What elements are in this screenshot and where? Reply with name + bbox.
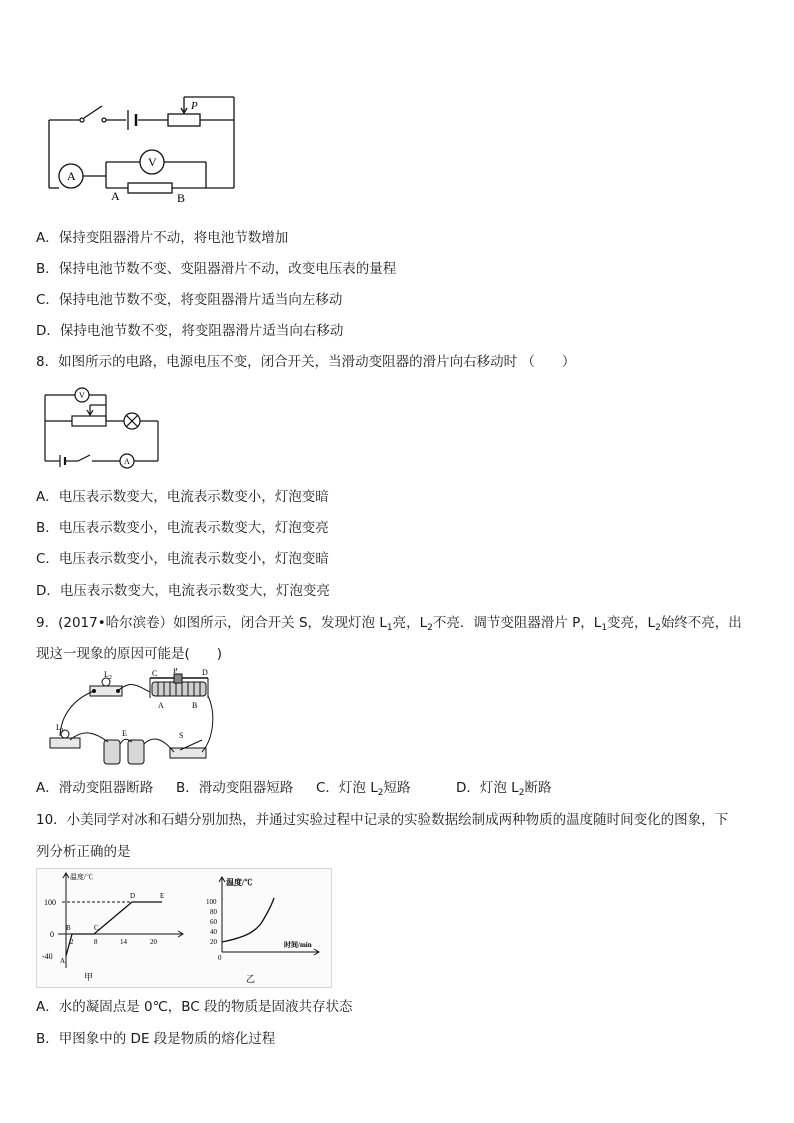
jia-x8: 8: [94, 938, 98, 946]
q9-l1-letter: L: [56, 723, 61, 732]
q7-option-b: B．保持电池节数不变、变阻器滑片不动，改变电压表的量程: [36, 261, 397, 277]
q10-option-b: B．甲图象中的 DE 段是物质的熔化过程: [36, 1031, 276, 1047]
q9-stem-part3: 不亮．调节变阻器滑片 P，L: [432, 615, 602, 631]
q7-circuit-diagram: [44, 92, 244, 208]
q9-stem-part4: 变亮，L: [607, 615, 656, 631]
yi-t40: 40: [210, 928, 217, 936]
jia-y0: 0: [50, 930, 54, 939]
q9-p-label: P: [173, 668, 178, 675]
yi-t80: 80: [210, 908, 217, 916]
q9-option-d-pre: D．灯泡 L: [456, 780, 519, 796]
q9-option-d: [456, 779, 551, 797]
q9-option-b: B．滑动变阻器短路: [176, 780, 294, 796]
q9-stem-sub2: 2: [427, 623, 433, 633]
q9-s-label: S: [179, 731, 184, 740]
q9-l2-sub: 2: [108, 675, 112, 681]
q9-l2-label: [104, 670, 112, 681]
q7-option-c: C．保持电池节数不变，将变阻器滑片适当向左移动: [36, 292, 343, 308]
q9-options: [36, 779, 551, 797]
jia-y100: 100: [44, 898, 56, 907]
jia-x14: 14: [120, 938, 127, 946]
slider-label: P: [191, 100, 198, 112]
jia-caption: 甲: [84, 972, 94, 982]
jia-point-d: D: [130, 892, 136, 900]
jia-point-b: B: [66, 924, 71, 932]
yi-t100: 100: [206, 898, 217, 906]
q9-stem-sub4: 2: [655, 623, 661, 633]
q8-option-c: C．电压表示数变小，电流表示数变小，灯泡变暗: [36, 551, 329, 567]
jia-yneg40: -40: [42, 952, 53, 961]
terminal-a-label: A: [111, 189, 120, 203]
q9-option-d-sub: 2: [518, 788, 525, 798]
q8-stem: 8．如图所示的电路，电源电压不变，闭合开关，当滑动变阻器的滑片向右移动时 （ ）: [36, 354, 576, 370]
q9-b-label: B: [192, 701, 198, 710]
q9-stem-line2: 现这一现象的原因可能是( ): [36, 646, 223, 662]
q9-stem-sub3: 1: [601, 623, 608, 633]
jia-point-e: E: [160, 892, 165, 900]
q9-a-label: A: [158, 701, 164, 710]
jia-ylabel: 温度/℃: [70, 873, 93, 881]
q9-e-label: E: [122, 729, 127, 738]
q8-option-d: D．电压表示数变大，电流表示数变大，灯泡变亮: [36, 583, 330, 599]
terminal-b-label: B: [177, 191, 186, 205]
q9-option-d-post: 断路: [524, 780, 552, 796]
yi-ylabel: 温度/℃: [226, 878, 253, 887]
q9-option-c-sub: 2: [377, 788, 384, 798]
jia-x2: 2: [70, 938, 74, 946]
q9-option-c: [316, 779, 456, 797]
q9-stem-line1: [36, 614, 742, 632]
q8-option-b: B．电压表示数变小，电流表示数变大，灯泡变亮: [36, 520, 329, 536]
q9-stem-sub1: 1: [386, 623, 393, 633]
q7-option-d: D．保持电池节数不变，将变阻器滑片适当向右移动: [36, 323, 344, 339]
yi-caption: 乙: [246, 974, 256, 984]
q9-stem-part2: 亮，L: [392, 615, 428, 631]
q9-l2-letter: L: [104, 670, 109, 679]
graph-frame: [37, 869, 332, 988]
yi-t60: 60: [210, 918, 217, 926]
jia-point-a: A: [60, 957, 66, 965]
q9-option-a: A．滑动变阻器断路: [36, 780, 154, 796]
jia-point-c: C: [94, 924, 99, 932]
q10-stem-line1: 10．小美同学对冰和石蜡分别加热，并通过实验过程中记录的实验数据绘制成两种物质的温度随时间变化的图象，下: [36, 812, 729, 828]
ammeter-label: A: [67, 169, 76, 183]
q9-l1-label: [56, 723, 64, 734]
yi-t20: 20: [210, 938, 217, 946]
jia-x20: 20: [150, 938, 157, 946]
q10-graphs: [36, 868, 332, 988]
q9-c-label: C: [152, 669, 158, 678]
q10-stem-line2: 列分析正确的是: [36, 844, 131, 860]
q9-option-c-post: 短路: [383, 780, 411, 796]
q9-option-c-pre: C．灯泡 L: [316, 780, 378, 796]
q8-circuit-diagram: [42, 383, 162, 469]
q9-d-label: D: [202, 668, 208, 677]
q7-option-a: A．保持变阻器滑片不动，将电池节数增加: [36, 230, 289, 246]
q8-ammeter-label: A: [124, 457, 130, 466]
q9-stem-part5: 始终不亮，出: [660, 615, 742, 631]
q9-apparatus-diagram: [46, 668, 218, 772]
yi-t0: 0: [218, 954, 222, 962]
q8-option-a: A．电压表示数变大，电流表示数变小，灯泡变暗: [36, 489, 329, 505]
q8-voltmeter-label: V: [79, 391, 85, 400]
q10-option-a: A．水的凝固点是 0℃，BC 段的物质是固液共存状态: [36, 999, 353, 1015]
yi-xlabel: 时间/min: [284, 941, 312, 949]
voltmeter-label: V: [148, 155, 157, 169]
q9-l1-sub: 1: [60, 728, 64, 734]
q9-stem-part1: 9．(2017•哈尔滨卷）如图所示，闭合开关 S，发现灯泡 L: [36, 615, 387, 631]
